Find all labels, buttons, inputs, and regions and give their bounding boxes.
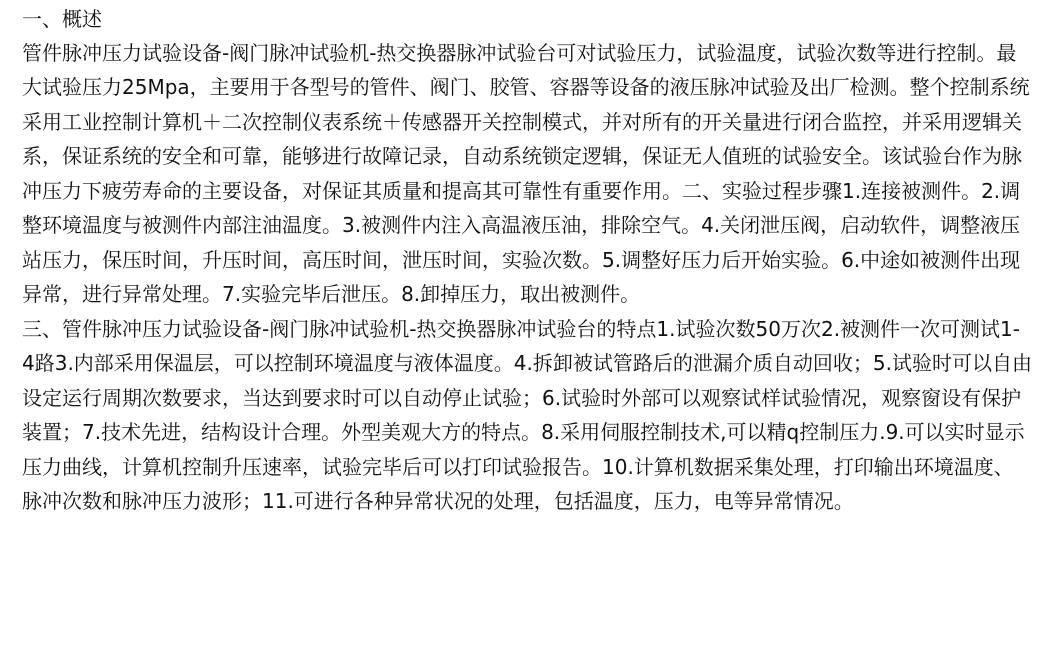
overview-paragraph: 管件脉冲压力试验设备-阀门脉冲试验机-热交换器脉冲试验台可对试验压力，试验温度，试验次数等进行控制。最大试验压力25Mpa，主要用于各型号的管件、阀门、胶管、容器等设备的液压脉冲试验及出厂检测。整个控制系统采用工业控制计算机＋二次控制仪表系统＋传感器开关控制模式，并对所有的开关量进行闭合监控，并采用逻辑关系，保证系统的安全和可靠，能够进行故障记录，自动系统锁定逻辑，保证无人值班的试验安全。该试验台作为脉冲压力下疲劳寿命的主要设备，对保证其质量和提高其可靠性有重要作用。二、实验过程步骤1.连接被测件。2.调整环境温度与被测件内部注油温度。3.被测件内注入高温液压油，排除空气。4.关闭泄压阀，启动软件，调整液压站压力，保压时间，升压时间，高压时间，泄压时间，实验次数。5.调整好压力后开始实验。6.中途如被测件出现异常，进行异常处理。7.实验完毕后泄压。8.卸掉压力，取出被测件。 (22, 40, 1030, 306)
features-paragraph: 三、管件脉冲压力试验设备-阀门脉冲试验机-热交换器脉冲试验台的特点1.试验次数50万次2.被测件一次可测试1-4路3.内部采用保温层，可以控制环境温度与液体温度。4.拆卸被试管路后的泄漏介质自动回收；5.试验时可以自由设定运行周期次数要求，当达到要求时可以自动停止试验；6.试验时外部可以观察试样试验情况，观察窗设有保护装置；7.技术先进，结构设计合理。外型美观大方的特点。8.采用伺服控制技术,可以精q控制压力.9.可以实时显示压力曲线，计算机控制升压速率，试验完毕后可以打印试验报告。10.计算机数据采集处理，打印输出环境温度、脉冲次数和脉冲压力波形；11.可进行各种异常状况的处理，包括温度，压力，电等异常情况。 (22, 316, 1032, 513)
section-heading-overview: 一、概述 (22, 7, 102, 31)
